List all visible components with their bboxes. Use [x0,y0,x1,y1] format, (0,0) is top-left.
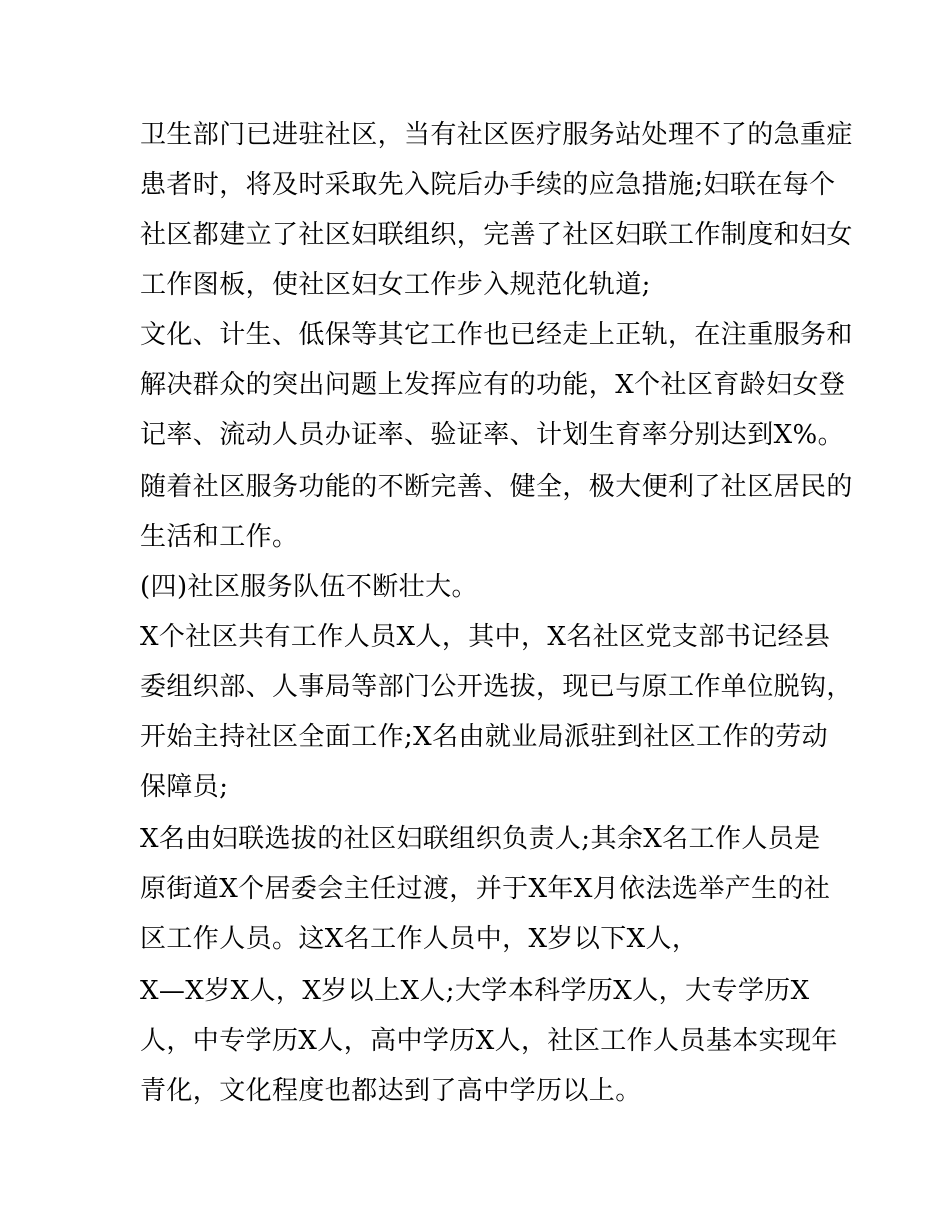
text-line: 解决群众的突出问题上发挥应有的功能，X个社区育龄妇女登 [140,370,846,400]
text-line: 人，中专学历X人，高中学历X人，社区工作人员基本实现年 [140,1026,838,1056]
text-line: 原街道X个居委会主任过渡，并于X年X月依法选举产生的社 [140,874,831,904]
text-line: 卫生部门已进驻社区，当有社区医疗服务站处理不了的急重症 [140,120,853,150]
text-line: 区工作人员。这X名工作人员中，X岁以下X人， [140,924,699,954]
text-line: 生活和工作。 [140,522,299,552]
text-line: X个社区共有工作人员X人，其中，X名社区党支部书记经县 [140,622,831,652]
text-line: 患者时，将及时采取先入院后办手续的应急措施;妇联在每个 [140,170,836,200]
text-line: 随着社区服务功能的不断完善、健全，极大便利了社区居民的 [140,472,853,502]
text-line: 保障员; [140,772,229,802]
text-line: 青化，文化程度也都达到了高中学历以上。 [140,1076,642,1106]
text-line: 记率、流动人员办证率、验证率、计划生育率分别达到X%。 [140,420,845,450]
text-line: 开始主持社区全面工作;X名由就业局派驻到社区工作的劳动 [140,722,829,752]
text-line: 委组织部、人事局等部门公开选拔，现已与原工作单位脱钩， [140,672,853,702]
section-heading: (四)社区服务队伍不断壮大。 [140,572,478,602]
text-line: 社区都建立了社区妇联组织，完善了社区妇联工作制度和妇女 [140,220,853,250]
text-line: 文化、计生、低保等其它工作也已经走上正轨，在注重服务和 [140,320,853,350]
text-line: X名由妇联选拔的社区妇联组织负责人;其余X名工作人员是 [140,824,821,854]
text-line: 工作图板，使社区妇女工作步入规范化轨道; [140,270,651,300]
text-line: X—X岁X人，X岁以上X人;大学本科学历X人，大专学历X [140,976,810,1006]
